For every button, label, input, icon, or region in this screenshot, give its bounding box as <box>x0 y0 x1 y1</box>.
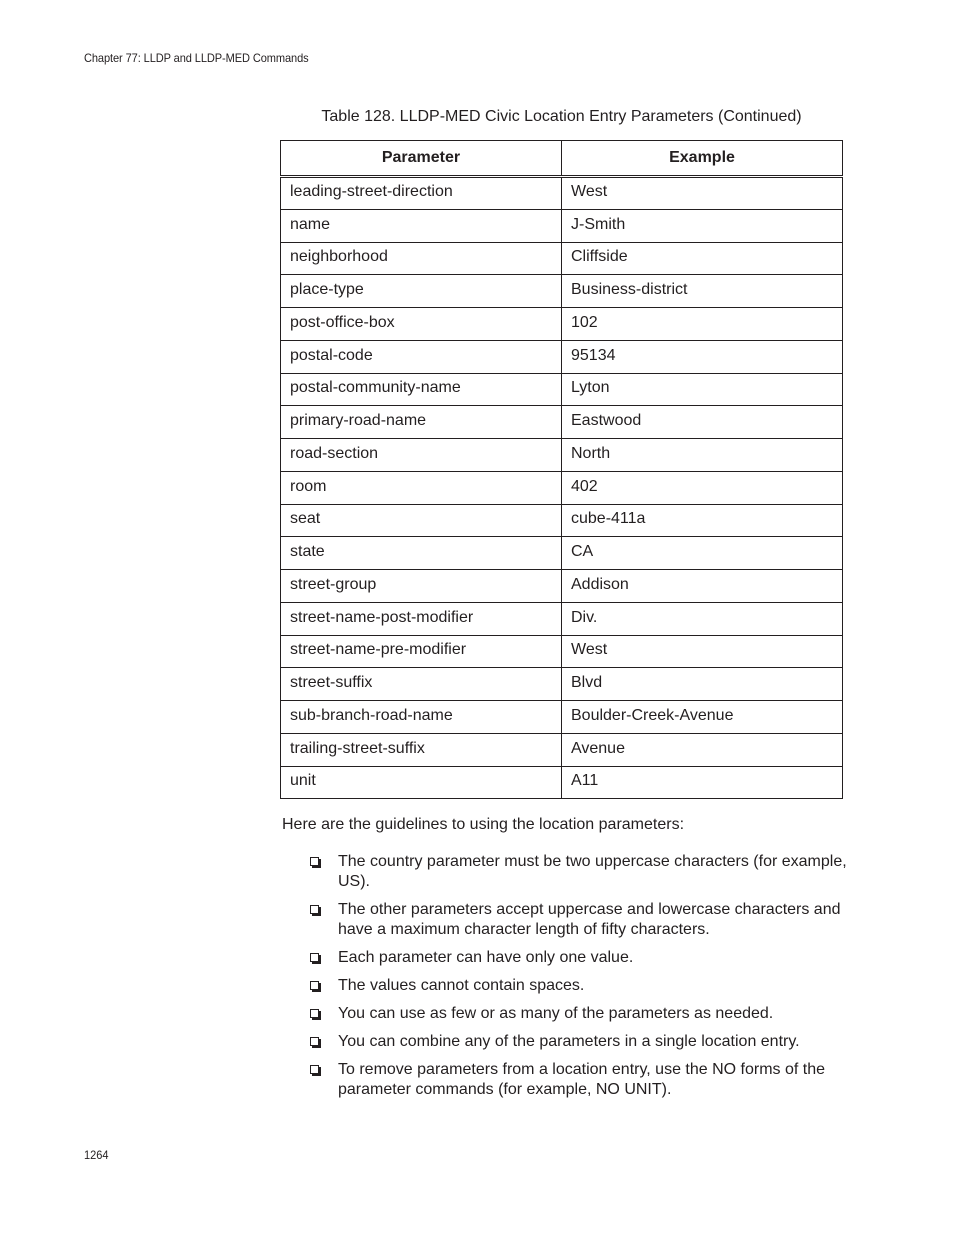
list-item <box>308 852 848 892</box>
parameter-cell: primary-road-name <box>281 406 562 439</box>
table-header <box>281 141 843 177</box>
table-row <box>281 635 843 668</box>
parameter-cell: postal-code <box>281 340 562 373</box>
table-row <box>281 439 843 472</box>
example-cell: J-Smith <box>562 209 843 242</box>
example-cell: CA <box>562 537 843 570</box>
table-row <box>281 537 843 570</box>
table-caption: Table 128. LLDP-MED Civic Location Entry Parameters (Continued) <box>321 108 802 125</box>
example-cell: cube-411a <box>562 504 843 537</box>
table-row <box>281 733 843 766</box>
list-item <box>308 900 848 940</box>
list-item-text: To remove parameters from a location entry, use the NO forms of the parameter commands (for example, NO UNIT). <box>338 1061 826 1098</box>
example-cell: A11 <box>562 766 843 799</box>
example-cell: 102 <box>562 308 843 341</box>
list-item-text: The values cannot contain spaces. <box>338 977 585 994</box>
table-row <box>281 242 843 275</box>
parameter-cell: leading-street-direction <box>281 177 562 210</box>
example-cell: Addison <box>562 570 843 603</box>
table-row <box>281 668 843 701</box>
table-row <box>281 701 843 734</box>
example-cell: Boulder-Creek-Avenue <box>562 701 843 734</box>
parameter-cell: neighborhood <box>281 242 562 275</box>
table-row <box>281 471 843 504</box>
table-row <box>281 602 843 635</box>
example-cell: West <box>562 177 843 210</box>
guidelines-intro: Here are the guidelines to using the location parameters: <box>282 816 685 833</box>
guidelines-list <box>308 852 848 1108</box>
example-cell: Eastwood <box>562 406 843 439</box>
example-cell: Div. <box>562 602 843 635</box>
example-cell: North <box>562 439 843 472</box>
list-item-text: You can use as few or as many of the parameters as needed. <box>338 1005 774 1022</box>
example-cell: Avenue <box>562 733 843 766</box>
table-row <box>281 570 843 603</box>
list-item-text: The other parameters accept uppercase and lowercase characters and have a maximum character length of fifty characters. <box>338 901 841 938</box>
table-row <box>281 766 843 799</box>
parameter-cell: road-section <box>281 439 562 472</box>
table-row <box>281 504 843 537</box>
table-body <box>281 177 843 799</box>
square-bullet-icon <box>310 1037 319 1046</box>
table-row <box>281 406 843 439</box>
table-row <box>281 209 843 242</box>
parameter-cell: room <box>281 471 562 504</box>
example-cell: Blvd <box>562 668 843 701</box>
parameter-cell: street-name-post-modifier <box>281 602 562 635</box>
running-header: Chapter 77: LLDP and LLDP-MED Commands <box>84 51 309 65</box>
parameter-cell: state <box>281 537 562 570</box>
example-cell: West <box>562 635 843 668</box>
parameter-cell: postal-community-name <box>281 373 562 406</box>
square-bullet-icon <box>310 905 319 914</box>
square-bullet-icon <box>310 953 319 962</box>
parameter-cell: street-group <box>281 570 562 603</box>
parameter-cell: unit <box>281 766 562 799</box>
table-row <box>281 308 843 341</box>
table-row <box>281 177 843 210</box>
square-bullet-icon <box>310 857 319 866</box>
table-header-row <box>281 141 843 177</box>
table-row <box>281 340 843 373</box>
column-header-example: Example <box>562 141 843 177</box>
table-row <box>281 373 843 406</box>
parameters-table <box>280 140 843 799</box>
example-cell: 95134 <box>562 340 843 373</box>
list-item-text: The country parameter must be two uppercase characters (for example, US). <box>338 853 847 890</box>
page-number: 1264 <box>84 1148 109 1162</box>
list-item <box>308 1032 848 1052</box>
table-row <box>281 275 843 308</box>
square-bullet-icon <box>310 981 319 990</box>
example-cell: Cliffside <box>562 242 843 275</box>
parameter-cell: name <box>281 209 562 242</box>
parameter-cell: street-suffix <box>281 668 562 701</box>
parameter-cell: trailing-street-suffix <box>281 733 562 766</box>
list-item <box>308 976 848 996</box>
parameter-cell: post-office-box <box>281 308 562 341</box>
list-item <box>308 1060 848 1100</box>
column-header-parameter: Parameter <box>281 141 562 177</box>
list-item <box>308 948 848 968</box>
square-bullet-icon <box>310 1065 319 1074</box>
parameter-cell: sub-branch-road-name <box>281 701 562 734</box>
square-bullet-icon <box>310 1009 319 1018</box>
parameter-cell: seat <box>281 504 562 537</box>
list-item-text: Each parameter can have only one value. <box>338 949 634 966</box>
list-item <box>308 1004 848 1024</box>
list-item-text: You can combine any of the parameters in a single location entry. <box>338 1033 800 1050</box>
example-cell: Business-district <box>562 275 843 308</box>
example-cell: Lyton <box>562 373 843 406</box>
parameter-cell: street-name-pre-modifier <box>281 635 562 668</box>
example-cell: 402 <box>562 471 843 504</box>
parameter-cell: place-type <box>281 275 562 308</box>
